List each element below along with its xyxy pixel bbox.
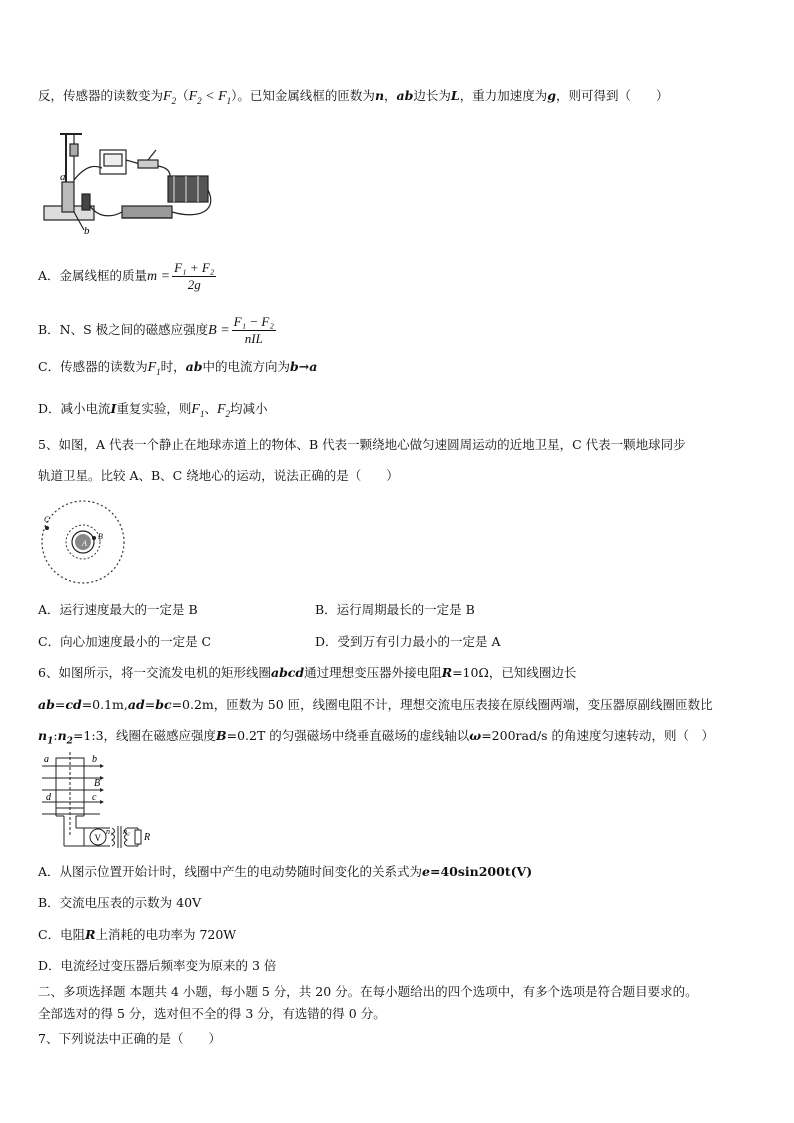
q6-option-a xyxy=(38,863,532,881)
q7-stem: 7、下列说法中正确的是（ ） xyxy=(38,1031,221,1046)
q6-figure-label-n2: n₂ xyxy=(123,827,130,836)
q4-stem-L: L xyxy=(450,88,460,103)
q4-figure-label-a: a xyxy=(60,171,66,183)
q4-option-d-F2: $F_2$ xyxy=(216,402,231,419)
q6-line1-text-b: 通过理想变压器外接电阻 xyxy=(304,665,442,680)
q6-line3-text-b: =0.2T 的匀强磁场中绕垂直磁场的虚线轴以 xyxy=(226,728,470,743)
q6-option-a-expr: =40sin200t(V) xyxy=(429,864,533,879)
q4-option-d-I: I xyxy=(110,401,117,416)
q6-line3-text-c: =200rad/s 的角速度匀速转动，则（ ） xyxy=(481,728,715,743)
q4-option-c-text-a: C．传感器的读数为 xyxy=(38,359,148,374)
section2-instructions-line1: 二、多项选择题 本题共 4 小题，每小题 5 分，共 20 分。在每小题给出的四个选项中，有多个选项是符合题目要求的。 xyxy=(38,984,698,999)
q4-stem-F2: $F_2$ xyxy=(163,89,177,106)
q6-figure-label-b: b xyxy=(92,754,97,765)
q5-orbit-figure xyxy=(38,498,130,588)
q5-option-d: D．受到万有引力最小的一定是 A xyxy=(315,634,501,649)
q4-option-a-text: A．金属线框的质量 xyxy=(38,268,148,283)
q6-figure-label-c: c xyxy=(92,792,97,803)
q6-option-a-text: A．从图示位置开始计时，线圈中产生的电动势随时间变化的关系式为 xyxy=(38,864,423,879)
q6-figure-label-n1: n₁ xyxy=(106,827,113,836)
q6-option-c-text-b: 上消耗的电功率为 720W xyxy=(95,927,237,942)
q4-option-b xyxy=(38,314,276,347)
q6-option-c-R: R xyxy=(85,927,96,942)
q6-generator-figure xyxy=(40,752,170,852)
q4-option-b-lhs: B = xyxy=(208,323,230,338)
q6-stem-line3 xyxy=(38,727,714,751)
q4-stem-text-a: 反，传感器的读数变为 xyxy=(38,88,164,103)
q6-line3-B: B xyxy=(216,728,227,743)
q4-stem-text-h: ，则可得到（ ） xyxy=(555,88,669,103)
q6-figure-label-B: B xyxy=(94,778,101,789)
q4-option-b-fraction: $\frac{\text{F₁ − F₂}}{\text{nIL}}$ xyxy=(233,314,274,346)
q6-line1-R: R xyxy=(441,665,453,680)
q4-stem-text-e: 边长为 xyxy=(413,88,451,103)
q6-line3-omega: ω xyxy=(469,728,482,743)
q4-option-d-text-c: 、 xyxy=(204,401,217,416)
q6-line2-cd: cd xyxy=(65,697,82,712)
q4-stem-text-f: ，重力加速度为 xyxy=(459,88,548,103)
q6-line1-text-a: 6、如图所示，将一交流发电机的矩形线圈 xyxy=(38,665,271,680)
q4-option-a-lhs: m = xyxy=(147,269,171,284)
q4-option-c-direction: b→a xyxy=(290,359,318,374)
q5-option-c: C．向心加速度最小的一定是 C xyxy=(38,634,212,649)
q5-option-a: A．运行速度最大的一定是 B xyxy=(38,602,198,617)
q4-option-a xyxy=(38,260,216,293)
q6-stem-line1 xyxy=(38,664,576,682)
q4-option-d-text-d: 均减小 xyxy=(230,401,268,416)
q4-apparatus-figure xyxy=(40,120,220,238)
q5-figure-label-A: A xyxy=(82,539,87,548)
q4-stem-text-d: ， xyxy=(384,88,397,103)
q4-option-c-text-b: 时， xyxy=(160,359,186,374)
q6-figure-label-R: R xyxy=(144,832,151,843)
q6-option-c-text-a: C．电阻 xyxy=(38,927,86,942)
q4-option-d-text-a: D．减小电流 xyxy=(38,401,111,416)
q6-option-a-e: e xyxy=(422,864,430,879)
q6-line3-text-a: =1:3，线圈在磁感应强度 xyxy=(72,728,217,743)
q6-line1-text-c: =10Ω，已知线圈边长 xyxy=(452,665,577,680)
q6-line2-bc: bc xyxy=(155,697,172,712)
q4-option-b-text: B．N、S 极之间的磁感应强度 xyxy=(38,322,209,337)
q4-stem-ab: ab xyxy=(396,88,414,103)
q4-option-c-ab: ab xyxy=(185,359,203,374)
q5-stem-line2: 轨道卫星。比较 A、B、C 绕地心的运动，说法正确的是（ ） xyxy=(38,468,399,483)
q6-line2-text: =0.2m，匝数为 50 匝，线圈电阻不计，理想交流电压表接在原线圈两端，变压器原副线圈匝数比 xyxy=(171,697,713,712)
q4-stem-g: g xyxy=(547,88,556,103)
q6-option-b: B．交流电压表的示数为 40V xyxy=(38,895,202,910)
q5-figure-label-C: C xyxy=(44,515,50,524)
q4-stem xyxy=(38,87,668,110)
q6-line1-abcd: abcd xyxy=(270,665,305,680)
q6-line2-ab: ab xyxy=(38,697,55,712)
q4-option-d-F1: $F_1$ xyxy=(191,402,205,419)
q4-option-d xyxy=(38,400,268,423)
q4-stem-text-c: ）。已知金属线框的匝数为 xyxy=(231,88,375,103)
q4-option-d-text-b: 重复实验，则 xyxy=(116,401,192,416)
q6-line2-eq1: = xyxy=(54,697,66,712)
q6-figure-voltmeter: V xyxy=(94,833,101,843)
q6-figure-label-d: d xyxy=(46,792,51,803)
q6-line3-colon: : xyxy=(53,728,58,743)
q6-line2-val1: =0.1m, xyxy=(81,697,128,712)
q6-option-c xyxy=(38,926,236,944)
q6-line3-n2: $n_2$ xyxy=(57,728,73,747)
q4-option-c-text-c: 中的电流方向为 xyxy=(202,359,291,374)
q5-figure-label-B: B xyxy=(98,532,103,541)
q5-option-b: B．运行周期最长的一定是 B xyxy=(315,602,475,617)
q4-stem-n: n xyxy=(374,88,385,103)
q4-stem-text-b: （ xyxy=(176,88,189,103)
q6-stem-line2 xyxy=(38,696,713,714)
q5-stem-line1: 5、如图，A 代表一个静止在地球赤道上的物体、B 代表一颗绕地心做匀速圆周运动的近地卫星，C 代表一颗地球同步 xyxy=(38,437,686,452)
q4-figure-label-b: b xyxy=(84,225,90,237)
q6-option-d: D．电流经过变压器后频率变为原来的 3 倍 xyxy=(38,958,277,973)
q6-line3-n1: $n_1$ xyxy=(38,728,54,747)
q4-option-c xyxy=(38,358,317,381)
q6-figure-label-a: a xyxy=(44,754,49,765)
q6-line2-eq2: = xyxy=(144,697,156,712)
q4-stem-inequality: $F_2 < F_1$ xyxy=(188,89,232,106)
section2-instructions-line2: 全部选对的得 5 分，选对但不全的得 3 分，有选错的得 0 分。 xyxy=(38,1006,386,1021)
q4-option-c-F1: $F_1$ xyxy=(147,360,161,377)
q6-line2-ad: ad xyxy=(127,697,145,712)
q4-option-a-fraction: $\frac{\text{F₁ + F₂}}{2g}$ xyxy=(174,260,215,292)
